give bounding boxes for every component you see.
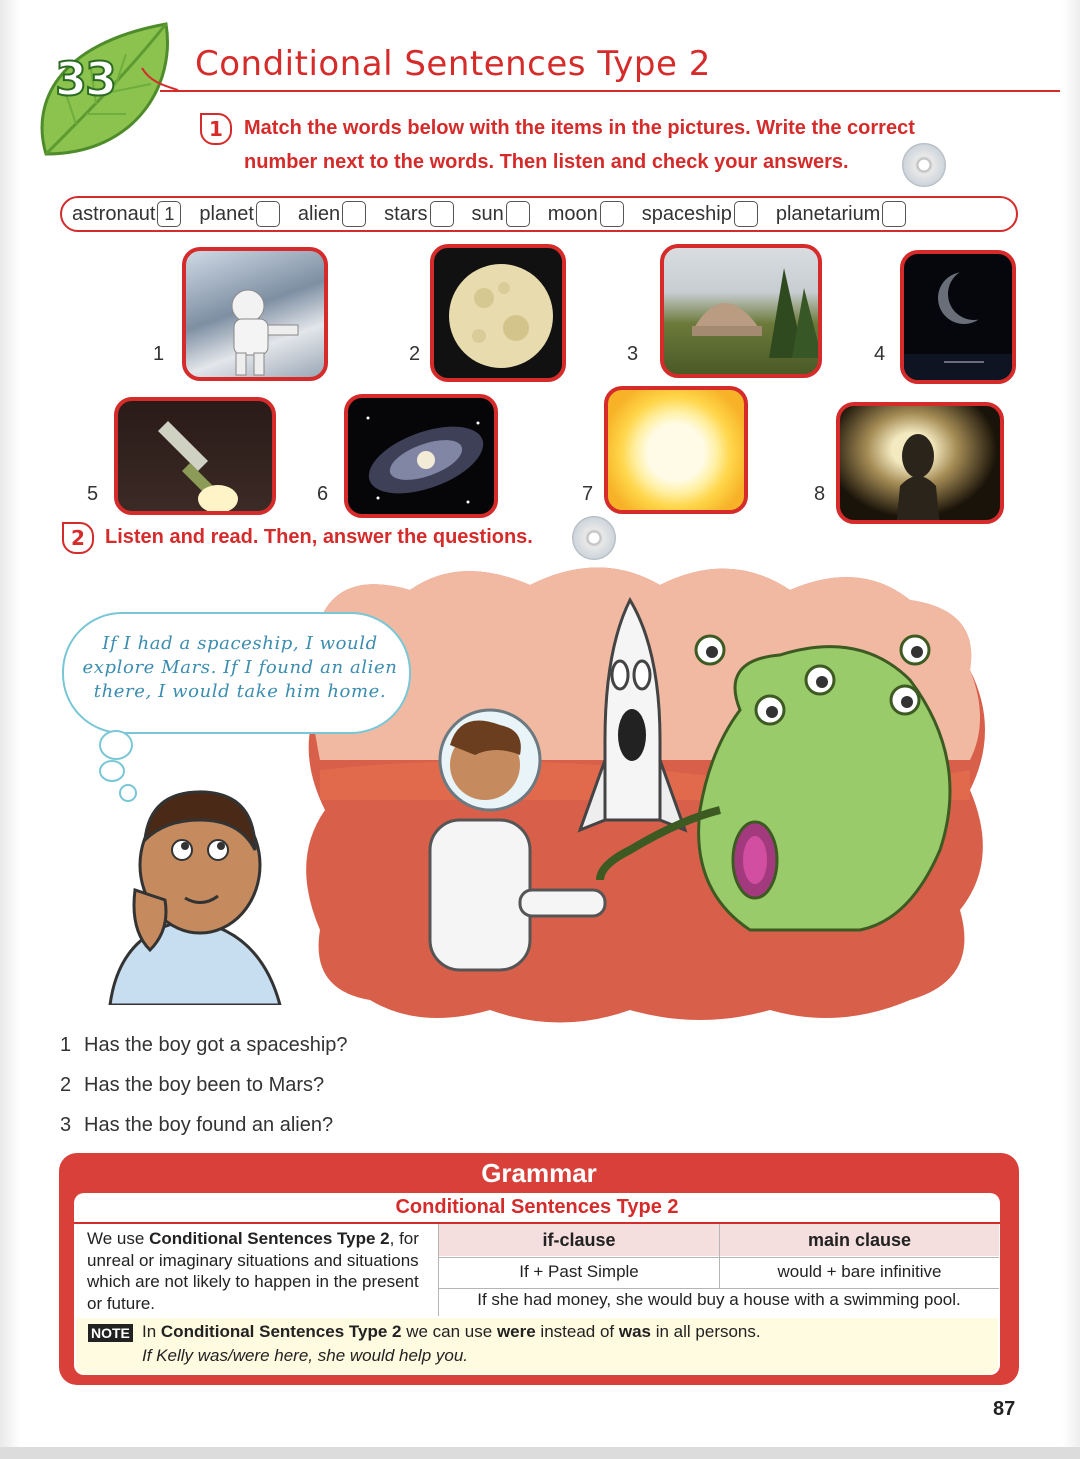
picture-number-1: 1 bbox=[153, 343, 165, 365]
exercise-1-instruction-line1: Match the words below with the items in the pictures. Write the correct bbox=[244, 117, 915, 139]
picture-number-2: 2 bbox=[409, 343, 421, 365]
page-edge-right bbox=[1062, 0, 1080, 1459]
word-sun: sun bbox=[472, 201, 530, 227]
picture-number-5: 5 bbox=[87, 483, 99, 505]
answer-box-sun[interactable] bbox=[506, 201, 530, 227]
answer-box-planetarium[interactable] bbox=[882, 201, 906, 227]
grammar-main-clause-value: would + bare infinitive bbox=[777, 1262, 942, 1281]
answer-box-alien[interactable] bbox=[342, 201, 366, 227]
picture-astronaut bbox=[182, 247, 328, 381]
title-arrow-icon bbox=[140, 64, 180, 94]
page-edge-left bbox=[0, 0, 20, 1459]
cd-icon[interactable] bbox=[902, 143, 946, 187]
title-underline bbox=[160, 90, 1060, 92]
grammar-if-clause-value: If + Past Simple bbox=[519, 1262, 639, 1281]
word-spaceship: spaceship bbox=[642, 201, 758, 227]
answer-box-moon[interactable] bbox=[600, 201, 624, 227]
answer-box-stars[interactable] bbox=[430, 201, 454, 227]
picture-number-7: 7 bbox=[582, 483, 594, 505]
answer-box-spaceship[interactable] bbox=[734, 201, 758, 227]
page-edge-bottom bbox=[0, 1447, 1080, 1459]
thinking-boy bbox=[90, 780, 300, 1005]
word-planet: planet bbox=[199, 201, 280, 227]
picture-number-4: 4 bbox=[874, 343, 886, 365]
page-title: Conditional Sentences Type 2 bbox=[195, 44, 711, 84]
answer-box-astronaut[interactable]: 1 bbox=[157, 201, 181, 227]
grammar-header-if-clause: if-clause bbox=[439, 1224, 719, 1256]
word-alien: alien bbox=[298, 201, 366, 227]
word-moon: moon bbox=[548, 201, 624, 227]
picture-number-3: 3 bbox=[627, 343, 639, 365]
note-example: If Kelly was/were here, she would help you. bbox=[142, 1346, 469, 1365]
answer-box-planet[interactable] bbox=[256, 201, 280, 227]
grammar-title: Grammar bbox=[481, 1158, 597, 1188]
picture-moon bbox=[430, 244, 566, 382]
word-stars: stars bbox=[384, 201, 453, 227]
picture-number-6: 6 bbox=[317, 483, 329, 505]
grammar-header-main-clause: main clause bbox=[720, 1224, 999, 1256]
question-2: 2 Has the boy been to Mars? bbox=[60, 1074, 325, 1096]
grammar-explanation: We use Conditional Sentences Type 2, for unreal or imaginary situations and situations which are not likely to happen in the present or future. bbox=[87, 1229, 419, 1313]
picture-number-8: 8 bbox=[814, 483, 826, 505]
note-text: In Conditional Sentences Type 2 we can use were instead of was in all persons. bbox=[142, 1322, 761, 1341]
picture-spaceship bbox=[114, 397, 276, 515]
exercise-2-number: 2 bbox=[62, 522, 94, 554]
note-badge: NOTE bbox=[88, 1324, 133, 1342]
grammar-table-rule-2 bbox=[439, 1288, 999, 1289]
story-illustration bbox=[300, 560, 990, 1030]
grammar-subtitle: Conditional Sentences Type 2 bbox=[395, 1196, 679, 1218]
unit-number: 33 bbox=[55, 52, 116, 106]
picture-alien bbox=[836, 402, 1004, 524]
exercise-2-instruction: Listen and read. Then, answer the questions. bbox=[105, 526, 533, 548]
thought-bubble-text: If I had a spaceship, I would explore Mars. If I found an alien there, I would take him home. bbox=[82, 633, 398, 702]
word-planetarium: planetarium bbox=[776, 201, 907, 227]
grammar-example: If she had money, she would buy a house with a swimming pool. bbox=[477, 1290, 961, 1309]
word-astronaut: astronaut 1 bbox=[72, 201, 181, 227]
exercise-1-instruction-line2: number next to the words. Then listen and check your answers. bbox=[244, 151, 849, 173]
picture-planet bbox=[900, 250, 1016, 384]
picture-stars bbox=[344, 394, 498, 518]
page-number: 87 bbox=[993, 1398, 1016, 1420]
picture-planetarium bbox=[660, 244, 822, 378]
cd-icon-2[interactable] bbox=[572, 516, 616, 560]
picture-sun bbox=[604, 386, 748, 514]
question-1: 1 Has the boy got a spaceship? bbox=[60, 1034, 348, 1056]
word-bank bbox=[60, 196, 1018, 232]
exercise-1-number: 1 bbox=[200, 113, 232, 145]
question-3: 3 Has the boy found an alien? bbox=[60, 1114, 334, 1136]
